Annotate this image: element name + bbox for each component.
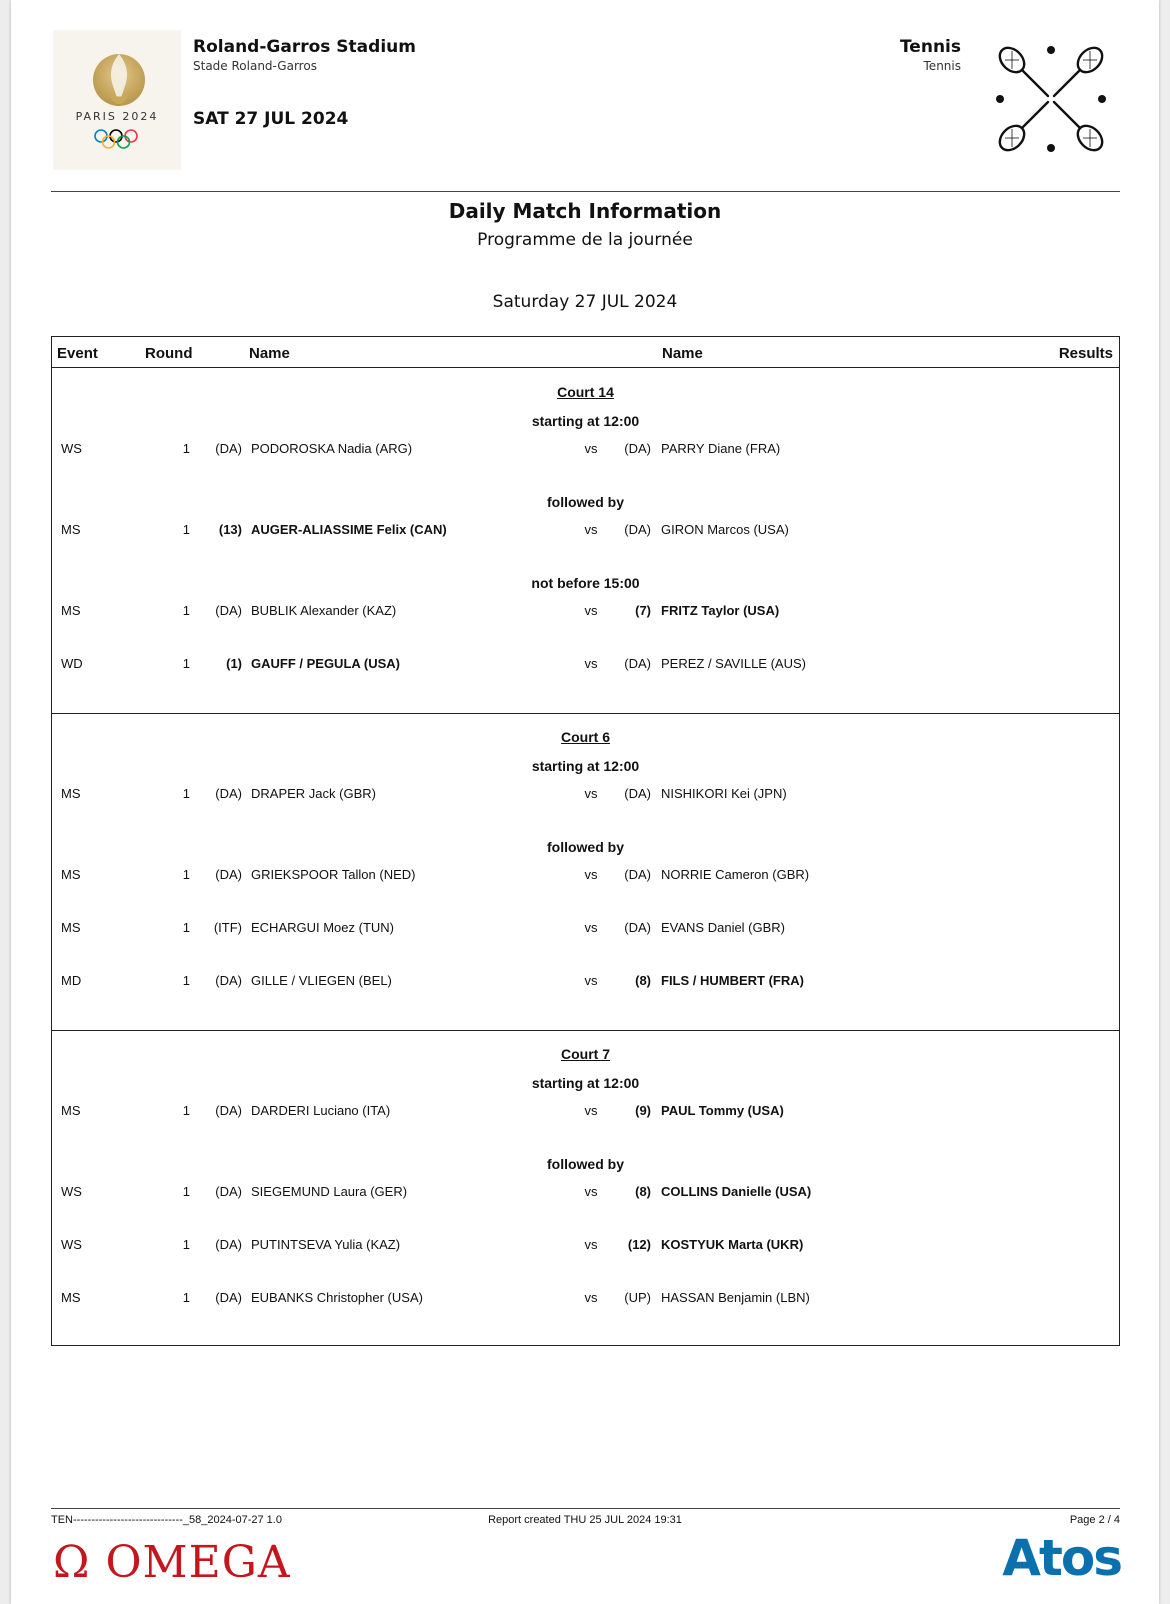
table-header	[52, 337, 1119, 368]
player-2: KOSTYUK Marta (UKR)	[661, 1237, 804, 1252]
seed-2: (DA)	[624, 522, 651, 537]
player-1: GAUFF / PEGULA (USA)	[251, 656, 401, 671]
round-number: 1	[182, 867, 190, 882]
seed-2: (DA)	[624, 441, 651, 456]
round-number: 1	[182, 1237, 190, 1252]
seed-1: (ITF)	[213, 920, 242, 935]
versus-label: vs	[584, 867, 598, 882]
seed-2: (DA)	[624, 867, 651, 882]
player-2: GIRON Marcos (USA)	[661, 522, 789, 537]
sport-title: Tennis	[899, 37, 961, 57]
table-row	[52, 522, 1119, 540]
timing-label: starting at 12:00	[531, 413, 640, 429]
player-1: EUBANKS Christopher (USA)	[251, 1290, 423, 1305]
document-title: Daily Match Information	[448, 199, 722, 223]
player-1: GILLE / VLIEGEN (BEL)	[251, 973, 392, 988]
header-date: SAT 27 JUL 2024	[193, 109, 349, 129]
omega-logo	[53, 1535, 313, 1591]
court-title: Court 14	[557, 384, 614, 400]
seed-2: (7)	[635, 603, 651, 618]
versus-label: vs	[584, 920, 598, 935]
player-1: AUGER-ALIASSIME Felix (CAN)	[251, 522, 447, 537]
table-row	[52, 1184, 1119, 1202]
seed-1: (DA)	[215, 1290, 242, 1305]
player-1: DRAPER Jack (GBR)	[251, 786, 376, 801]
player-2: PEREZ / SAVILLE (AUS)	[661, 656, 806, 671]
round-number: 1	[182, 522, 190, 537]
seed-2: (8)	[635, 1184, 651, 1199]
round-number: 1	[182, 1184, 190, 1199]
seed-1: (DA)	[215, 603, 242, 618]
event-code: WS	[61, 1184, 82, 1199]
versus-label: vs	[584, 522, 598, 537]
table-row	[52, 656, 1119, 674]
seed-1: (DA)	[215, 441, 242, 456]
player-2: EVANS Daniel (GBR)	[661, 920, 786, 935]
versus-label: vs	[584, 973, 598, 988]
event-code: WD	[61, 656, 83, 671]
omega-logo-text: Ω OMEGA	[53, 1537, 291, 1588]
header-name-2: Name	[662, 345, 703, 362]
table-row	[52, 1103, 1119, 1121]
event-code: WS	[61, 1237, 82, 1252]
round-number: 1	[182, 973, 190, 988]
player-1: PODOROSKA Nadia (ARG)	[251, 441, 413, 456]
seed-2: (12)	[627, 1237, 651, 1252]
table-row	[52, 1237, 1119, 1255]
table-row	[52, 1290, 1119, 1308]
sport-subtitle: Tennis	[923, 59, 961, 73]
event-code: MS	[61, 603, 81, 618]
seed-2: (DA)	[624, 656, 651, 671]
footer-divider	[51, 1508, 1120, 1509]
player-2: COLLINS Danielle (USA)	[661, 1184, 812, 1199]
paris-2024-logo	[53, 30, 181, 170]
player-1: BUBLIK Alexander (KAZ)	[251, 603, 397, 618]
table-row	[52, 786, 1119, 804]
event-code: MS	[61, 1290, 81, 1305]
versus-label: vs	[584, 603, 598, 618]
court-section	[52, 714, 1119, 1031]
player-2: NORRIE Cameron (GBR)	[661, 867, 810, 882]
event-code: MD	[61, 973, 82, 988]
versus-label: vs	[584, 1103, 598, 1118]
timing-label: not before 15:00	[531, 575, 640, 591]
player-2: HASSAN Benjamin (LBN)	[661, 1290, 810, 1305]
table-row	[52, 441, 1119, 459]
tennis-pictogram-icon	[996, 44, 1106, 154]
atos-logo-text: Atos	[1002, 1529, 1121, 1587]
versus-label: vs	[584, 441, 598, 456]
seed-1: (DA)	[215, 867, 242, 882]
report-page	[11, 0, 1159, 1604]
round-number: 1	[182, 920, 190, 935]
seed-2: (8)	[635, 973, 651, 988]
seed-2: (DA)	[624, 786, 651, 801]
court-section	[52, 368, 1119, 714]
header-name-1: Name	[249, 345, 290, 362]
player-1: GRIEKSPOOR Tallon (NED)	[251, 867, 416, 882]
player-1: SIEGEMUND Laura (GER)	[251, 1184, 408, 1199]
document-date: Saturday 27 JUL 2024	[492, 292, 678, 312]
seed-2: (UP)	[624, 1290, 651, 1305]
header-results: Results	[1058, 345, 1113, 362]
timing-label: starting at 12:00	[531, 1075, 640, 1091]
report-created: Report created THU 25 JUL 2024 19:31	[488, 1514, 682, 1526]
versus-label: vs	[584, 1237, 598, 1252]
match-table	[51, 336, 1120, 1346]
round-number: 1	[182, 603, 190, 618]
round-number: 1	[182, 786, 190, 801]
versus-label: vs	[584, 656, 598, 671]
table-row	[52, 973, 1119, 991]
seed-2: (DA)	[624, 920, 651, 935]
table-row	[52, 920, 1119, 938]
table-row	[52, 603, 1119, 621]
header-event: Event	[57, 345, 98, 362]
round-number: 1	[182, 441, 190, 456]
seed-1: (13)	[218, 522, 242, 537]
venue-subtitle: Stade Roland-Garros	[193, 59, 317, 73]
seed-1: (DA)	[215, 1103, 242, 1118]
timing-label: starting at 12:00	[531, 758, 640, 774]
round-number: 1	[182, 1103, 190, 1118]
seed-1: (DA)	[215, 786, 242, 801]
page-number: Page 2 / 4	[1069, 1514, 1120, 1526]
court-section	[52, 1031, 1119, 1345]
player-1: ECHARGUI Moez (TUN)	[251, 920, 395, 935]
player-2: FRITZ Taylor (USA)	[661, 603, 780, 618]
table-row	[52, 867, 1119, 885]
event-code: MS	[61, 1103, 81, 1118]
header-divider	[51, 191, 1120, 192]
venue-title: Roland-Garros Stadium	[193, 37, 416, 57]
timing-label: followed by	[547, 1156, 624, 1172]
event-code: MS	[61, 920, 81, 935]
seed-1: (1)	[226, 656, 242, 671]
seed-1: (DA)	[215, 1184, 242, 1199]
event-code: MS	[61, 786, 81, 801]
seed-1: (DA)	[215, 973, 242, 988]
document-subtitle: Programme de la journée	[477, 230, 693, 250]
event-code: WS	[61, 441, 82, 456]
round-number: 1	[182, 1290, 190, 1305]
atos-logo	[981, 1530, 1121, 1586]
header-round: Round	[145, 345, 193, 362]
court-title: Court 7	[561, 1046, 610, 1062]
report-code: TEN------------------------------_58_2024-07-27 1.0	[51, 1514, 282, 1526]
seed-2: (9)	[635, 1103, 651, 1118]
logo-text: PARIS 2024	[75, 110, 159, 123]
event-code: MS	[61, 867, 81, 882]
versus-label: vs	[584, 1290, 598, 1305]
player-1: DARDERI Luciano (ITA)	[251, 1103, 391, 1118]
court-title: Court 6	[561, 729, 610, 745]
timing-label: followed by	[547, 494, 624, 510]
seed-1: (DA)	[215, 1237, 242, 1252]
versus-label: vs	[584, 786, 598, 801]
versus-label: vs	[584, 1184, 598, 1199]
timing-label: followed by	[547, 839, 624, 855]
player-2: PAUL Tommy (USA)	[661, 1103, 784, 1118]
player-2: FILS / HUMBERT (FRA)	[661, 973, 804, 988]
olympic-rings-icon	[91, 128, 147, 152]
player-2: PARRY Diane (FRA)	[661, 441, 781, 456]
player-2: NISHIKORI Kei (JPN)	[661, 786, 787, 801]
player-1: PUTINTSEVA Yulia (KAZ)	[251, 1237, 401, 1252]
event-code: MS	[61, 522, 81, 537]
round-number: 1	[182, 656, 190, 671]
